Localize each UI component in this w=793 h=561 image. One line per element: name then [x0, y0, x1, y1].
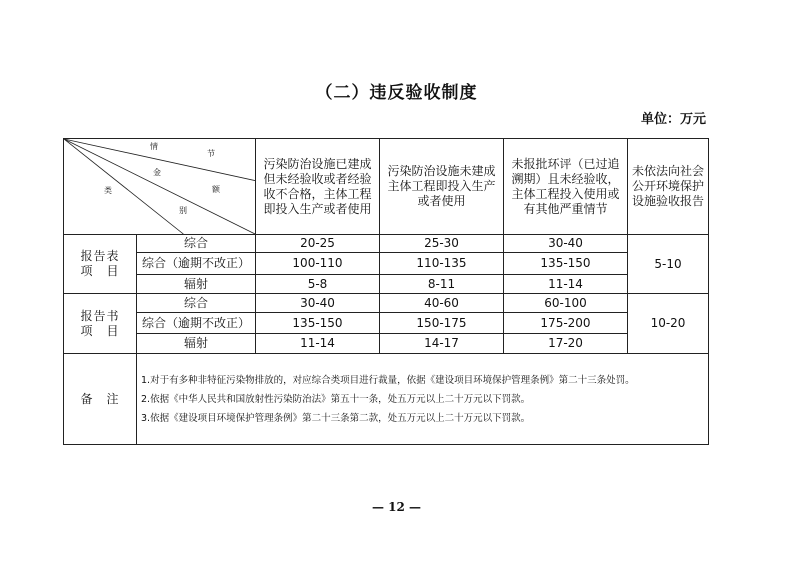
table-row — [64, 313, 709, 334]
value-cell: 30-40 — [256, 294, 380, 313]
corner-label-bie: 别 — [179, 206, 187, 215]
value-cell: 8-11 — [380, 275, 504, 294]
public-disclosure-value: 5-10 — [628, 235, 709, 294]
value-cell: 150-175 — [380, 313, 504, 334]
row-label: 辐射 — [137, 334, 256, 354]
value-cell: 20-25 — [256, 235, 380, 253]
row-label: 综合 — [137, 235, 256, 253]
row-label: 综合（逾期不改正） — [137, 313, 256, 334]
value-cell: 175-200 — [504, 313, 628, 334]
value-cell: 14-17 — [380, 334, 504, 354]
value-cell: 25-30 — [380, 235, 504, 253]
header-cell-4: 未依法向社会公开环境保护设施验收报告 — [628, 139, 709, 235]
penalty-table — [63, 138, 709, 445]
value-cell: 17-20 — [504, 334, 628, 354]
value-cell: 5-8 — [256, 275, 380, 294]
value-cell: 135-150 — [256, 313, 380, 334]
header-cell-3: 未报批环评（已过追溯期）且未经验收，主体工程投入使用或有其他严重情节 — [504, 139, 628, 235]
row-label: 综合 — [137, 294, 256, 313]
public-disclosure-value: 10-20 — [628, 294, 709, 354]
page-number: — 12 — — [371, 500, 422, 514]
diagonal-lines — [64, 139, 255, 234]
header-cell-2: 污染防治设施未建成主体工程即投入生产或者使用 — [380, 139, 504, 235]
value-cell: 135-150 — [504, 253, 628, 275]
table-row — [64, 253, 709, 275]
value-cell: 100-110 — [256, 253, 380, 275]
corner-label-jin: 金 — [153, 168, 161, 177]
header-cell-1: 污染防治设施已建成但未经验收或者经验收不合格，主体工程即投入生产或者使用 — [256, 139, 380, 235]
section-title: （二）违反验收制度 — [315, 83, 478, 103]
notes-content — [137, 354, 709, 445]
row-label: 辐射 — [137, 275, 256, 294]
table-row — [64, 334, 709, 354]
table-row — [64, 294, 709, 313]
value-cell: 11-14 — [504, 275, 628, 294]
notes-row — [64, 354, 709, 445]
value-cell: 60-100 — [504, 294, 628, 313]
corner-label-lei: 类 — [104, 186, 112, 195]
corner-label-e: 额 — [212, 185, 220, 194]
note-item: 2.依据《中华人民共和国放射性污染防治法》第五十一条，处五万元以上二十万元以下罚款。 — [141, 393, 531, 405]
row-label: 综合（逾期不改正） — [137, 253, 256, 275]
value-cell: 11-14 — [256, 334, 380, 354]
category-report-form: 报告表 项 目 — [64, 235, 137, 294]
value-cell: 40-60 — [380, 294, 504, 313]
value-cell: 30-40 — [504, 235, 628, 253]
notes-label: 备 注 — [64, 354, 137, 445]
table-row — [64, 275, 709, 294]
diagonal-corner-header — [64, 139, 256, 235]
corner-label-jie: 节 — [207, 149, 215, 158]
value-cell: 110-135 — [380, 253, 504, 275]
note-item: 3.依据《建设项目环境保护管理条例》第二十三条第二款，处五万元以上二十万元以下罚款。 — [141, 412, 531, 424]
category-report-book: 报告书 项 目 — [64, 294, 137, 354]
unit-label: 单位：万元 — [640, 112, 706, 127]
note-item: 1.对于有多种非特征污染物排放的，对应综合类项目进行裁量，依据《建设项目环境保护管理条例》第二十三条处罚。 — [141, 374, 635, 386]
corner-label-qing: 情 — [150, 142, 158, 151]
header-row — [64, 139, 709, 235]
table-row — [64, 235, 709, 253]
